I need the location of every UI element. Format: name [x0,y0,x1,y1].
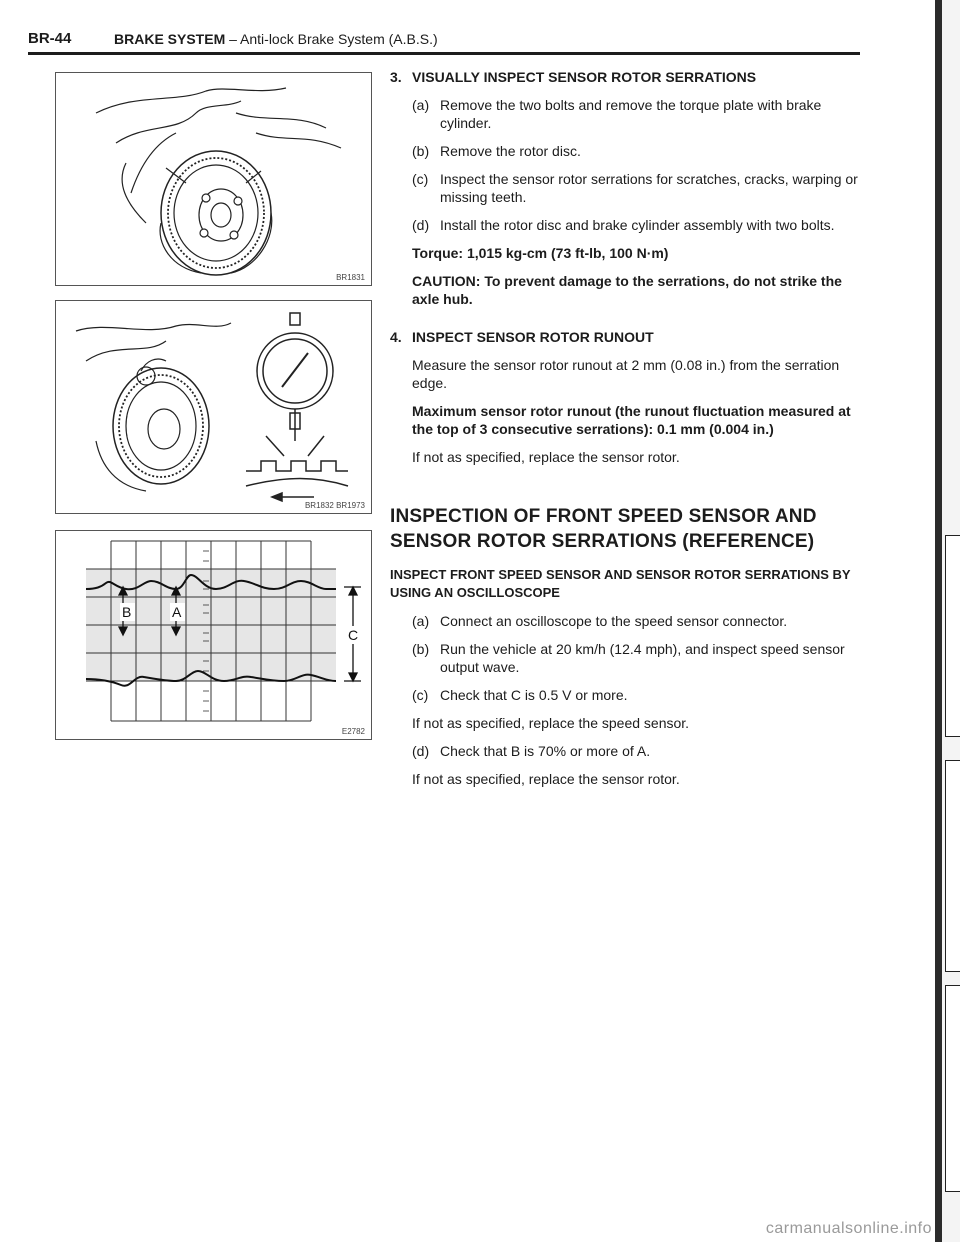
figure-rotor-disc [55,72,372,286]
main-content [390,68,860,788]
page-code: BR-44 [28,30,72,47]
label-a: A [172,604,182,620]
section-item-a: (a) Connect an oscilloscope to the speed sensor connector. [412,613,788,629]
label-c: C [348,627,359,643]
section-item-c: (c) Check that C is 0.5 V or more. [412,687,628,703]
rotor-disc-illustration [56,73,371,285]
section-note-2: If not as specified, replace the sensor rotor. [412,771,680,787]
section-item-d: (d) Check that B is 70% or more of A. [412,743,651,759]
step-4-note: If not as specified, replace the sensor rotor. [412,449,680,465]
figure-code: BR1831 [336,273,365,282]
section-note-1: If not as specified, replace the speed sensor. [412,715,690,731]
figure-code: E2782 [341,727,365,736]
section-subtitle: INSPECT FRONT SPEED SENSOR AND SENSOR ROTOR SERRATIONS BY USING AN OSCILLOSCOPE [390,567,851,600]
edge-tab [945,760,960,972]
section-title: INSPECTION OF FRONT SPEED SENSOR AND SENSOR ROTOR SERRATIONS (REFERENCE) [390,506,817,552]
header-title-rest: – Anti-lock Brake System (A.B.S.) [225,31,438,47]
page-binding-edge [935,0,960,1242]
figure-oscilloscope [55,530,372,740]
header-title [114,31,438,47]
step-3-item-c: (c) Inspect the sensor rotor serrations for scratches, cracks, warping or missing teeth. [412,171,858,205]
edge-tab [945,535,960,737]
watermark: carmanualsonline.info [765,1220,932,1237]
step-3-item-a: (a) Remove the two bolts and remove the torque plate with brake cylinder. [412,97,822,131]
section-item-b: (b) Run the vehicle at 20 km/h (12.4 mph), and inspect speed sensor output wave. [412,641,845,675]
edge-tab [945,985,960,1192]
header-title-bold: BRAKE SYSTEM [114,31,226,47]
step-3-heading: 3. VISUALLY INSPECT SENSOR ROTOR SERRATIONS [390,69,757,85]
step-4-text: Measure the sensor rotor runout at 2 mm (0.08 in.) from the serration edge. [412,357,840,391]
page-header [28,28,860,52]
step-3-item-b: (b) Remove the rotor disc. [412,143,581,159]
oscilloscope-waveform [56,531,371,739]
label-b: B [122,604,132,620]
dial-indicator-illustration [56,301,371,513]
header-rule [28,52,860,55]
step-4-heading: 4. INSPECT SENSOR ROTOR RUNOUT [390,329,654,345]
step-3-item-d: (d) Install the rotor disc and brake cylinder assembly with two bolts. [412,217,835,233]
torque-spec: Torque: 1,015 kg-cm (73 ft-lb, 100 N·m) [412,245,669,261]
caution-note: CAUTION: To prevent damage to the serrations, do not strike the axle hub. [412,273,842,307]
figure-dial-indicator [55,300,372,514]
runout-spec: Maximum sensor rotor runout (the runout fluctuation measured at the top of 3 consecutive serrations): 0.1 mm (0.004 in.) [412,403,851,437]
figure-code: BR1832 BR1973 [304,501,365,510]
